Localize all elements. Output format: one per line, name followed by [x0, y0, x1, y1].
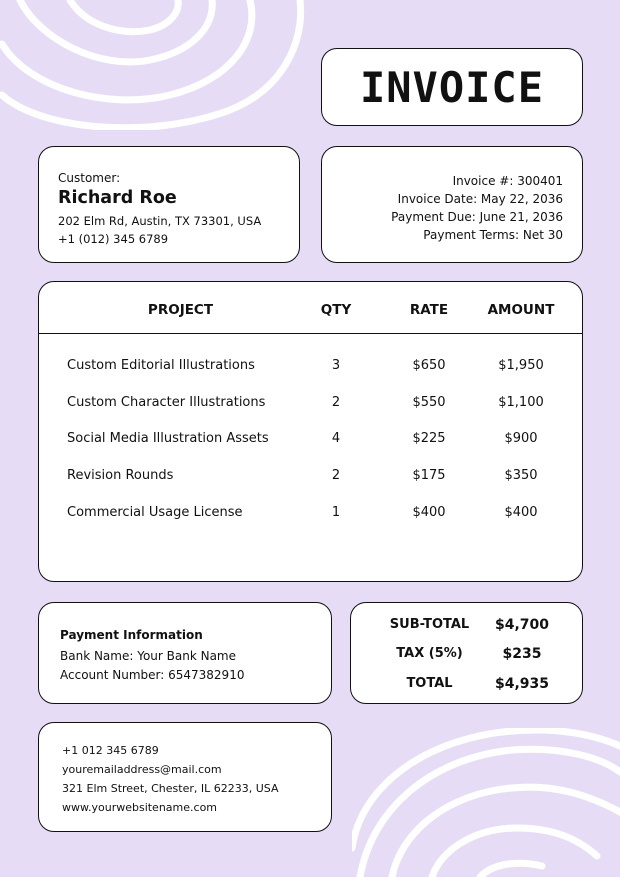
payment-info-title: Payment Information	[60, 628, 203, 642]
row-amount: $900	[504, 431, 538, 446]
row-rate: $550	[412, 395, 446, 410]
contact-phone: +1 012 345 6789	[62, 744, 159, 757]
row-amount: $1,100	[498, 395, 544, 410]
invoice-number: Invoice #: 300401	[452, 174, 563, 188]
row-amount: $1,950	[498, 358, 544, 373]
row-qty: 3	[331, 358, 341, 373]
row-project: Revision Rounds	[67, 468, 174, 483]
customer-name: Richard Roe	[58, 188, 177, 208]
row-qty: 1	[331, 505, 341, 520]
invoice-date: Invoice Date: May 22, 2036	[397, 192, 563, 206]
row-qty: 2	[331, 395, 341, 410]
invoice-title-card	[321, 48, 583, 126]
swirl-decoration-top-left	[0, 0, 320, 130]
customer-card	[38, 146, 300, 263]
row-rate: $400	[412, 505, 446, 520]
subtotal-value: $4,700	[494, 617, 550, 633]
totals-card	[350, 602, 583, 704]
row-rate: $225	[412, 431, 446, 446]
header-rate: RATE	[409, 302, 449, 318]
customer-label: Customer:	[58, 171, 121, 185]
customer-phone: +1 (012) 345 6789	[58, 231, 169, 246]
contact-address: 321 Elm Street, Chester, IL 62233, USA	[62, 782, 279, 795]
header-qty: QTY	[320, 302, 352, 318]
header-project: PROJECT	[147, 302, 214, 318]
row-project: Custom Character Illustrations	[67, 395, 266, 410]
invoice-meta-card	[321, 146, 583, 263]
invoice-title: INVOICE	[359, 62, 544, 112]
line-items-table	[38, 281, 583, 582]
tax-value: $235	[502, 646, 542, 662]
row-rate: $650	[412, 358, 446, 373]
table-row	[39, 505, 582, 525]
contact-email: youremailaddress@mail.com	[62, 763, 222, 776]
account-number: Account Number: 6547382910	[60, 668, 245, 682]
contact-website: www.yourwebsitename.com	[62, 801, 218, 814]
payment-terms: Payment Terms: Net 30	[423, 228, 563, 242]
total-value: $4,935	[494, 676, 550, 692]
row-project: Commercial Usage License	[67, 505, 243, 520]
payment-due: Payment Due: June 21, 2036	[391, 210, 563, 224]
row-rate: $175	[412, 468, 446, 483]
row-amount: $350	[504, 468, 538, 483]
row-qty: 2	[331, 468, 341, 483]
total-label: TOTAL	[406, 676, 453, 691]
row-project: Custom Editorial Illustrations	[67, 358, 255, 373]
customer-address: 202 Elm Rd, Austin, TX 73301, USA	[58, 214, 262, 228]
header-amount: AMOUNT	[487, 302, 555, 318]
table-row	[39, 468, 582, 488]
payment-info-card	[38, 602, 332, 704]
table-row	[39, 431, 582, 451]
subtotal-label: SUB-TOTAL	[389, 617, 470, 632]
row-amount: $400	[504, 505, 538, 520]
bank-name: Bank Name: Your Bank Name	[60, 649, 237, 663]
table-row	[39, 395, 582, 415]
tax-label: TAX (5%)	[396, 646, 463, 661]
table-header	[39, 282, 582, 334]
row-qty: 4	[331, 431, 341, 446]
table-row	[39, 358, 582, 378]
contact-card	[38, 722, 332, 832]
row-project: Social Media Illustration Assets	[67, 431, 269, 446]
swirl-decoration-bottom-right	[352, 728, 620, 877]
